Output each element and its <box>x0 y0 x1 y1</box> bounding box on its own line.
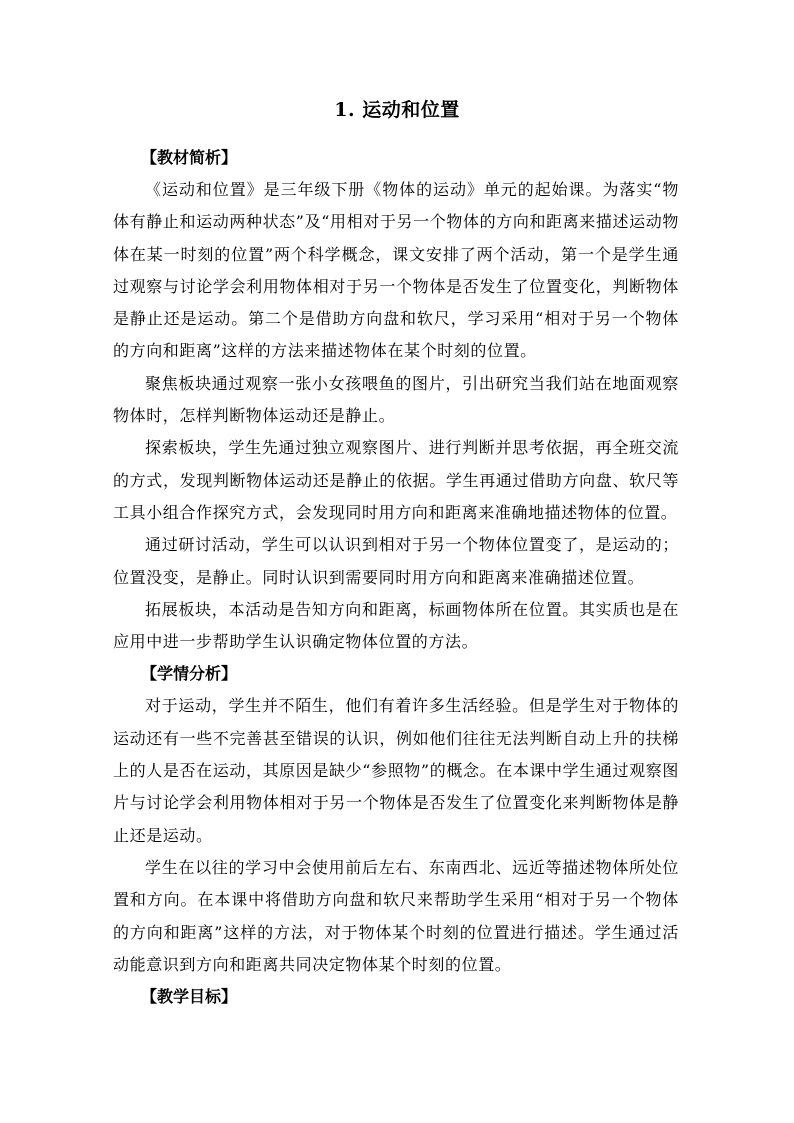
page-title: 1. 运动和位置 <box>334 99 460 121</box>
paragraph: 探索板块，学生先通过独立观察图片、进行判断并思考依据，再全班交流的方式，发现判断物体运动还是静止的依据。学生再通过借助方向盘、软尺等工具小组合作探究方式，会发现同时用方向和距离来准确地描述物体的位置。 <box>113 438 679 522</box>
paragraph: 《运动和位置》是三年级下册《物体的运动》单元的起始课。为落实“物体有静止和运动两种状态”及“用相对于另一个物体的方向和距离来描述运动物体在某一时刻的位置”两个科学概念，课文安排了两个活动，第一个是学生通过观察与讨论学会利用物体相对于另一个物体是否发生了位置变化，判断物体是静止还是运动。第二个是借助方向盘和软尺，学习采用“相对于另一个物体的方向和距离”这样的方法来描述物体在某个时刻的位置。 <box>113 180 679 361</box>
paragraph: 拓展板块，本活动是告知方向和距离，标画物体所在位置。其实质也是在应用中进一步帮助学生认识确定物体位置的方法。 <box>113 599 679 652</box>
section-heading-learner-analysis: 【学情分析】 <box>141 664 238 684</box>
section-heading-teaching-goals: 【教学目标】 <box>141 987 238 1007</box>
section-heading-textbook-analysis: 【教材简析】 <box>141 148 238 167</box>
paragraph: 学生在以往的学习中会使用前后左右、东南西北、远近等描述物体所处位置和方向。在本课中将借助方向盘和软尺来帮助学生采用“相对于另一个物体的方向和距离”这样的方法，对于物体某个时刻的位置进行描述。学生通过活动能意识到方向和距离共同决定物体某个时刻的位置。 <box>113 857 679 974</box>
document-body <box>113 142 679 1013</box>
paragraph: 对于运动，学生并不陌生，他们有着许多生活经验。但是学生对于物体的运动还有一些不完善甚至错误的认识，例如他们往往无法判断自动上升的扶梯上的人是否在运动，其原因是缺少“参照物”的概念。在本课中学生通过观察图片与讨论学会利用物体相对于另一个物体是否发生了位置变化来判断物体是静止还是运动。 <box>113 696 679 845</box>
paragraph: 通过研讨活动，学生可以认识到相对于另一个物体位置变了，是运动的；位置没变，是静止。同时认识到需要同时用方向和距离来准确描述位置。 <box>113 535 679 587</box>
paragraph: 聚焦板块通过观察一张小女孩喂鱼的图片，引出研究当我们站在地面观察物体时，怎样判断物体运动还是静止。 <box>113 373 679 426</box>
